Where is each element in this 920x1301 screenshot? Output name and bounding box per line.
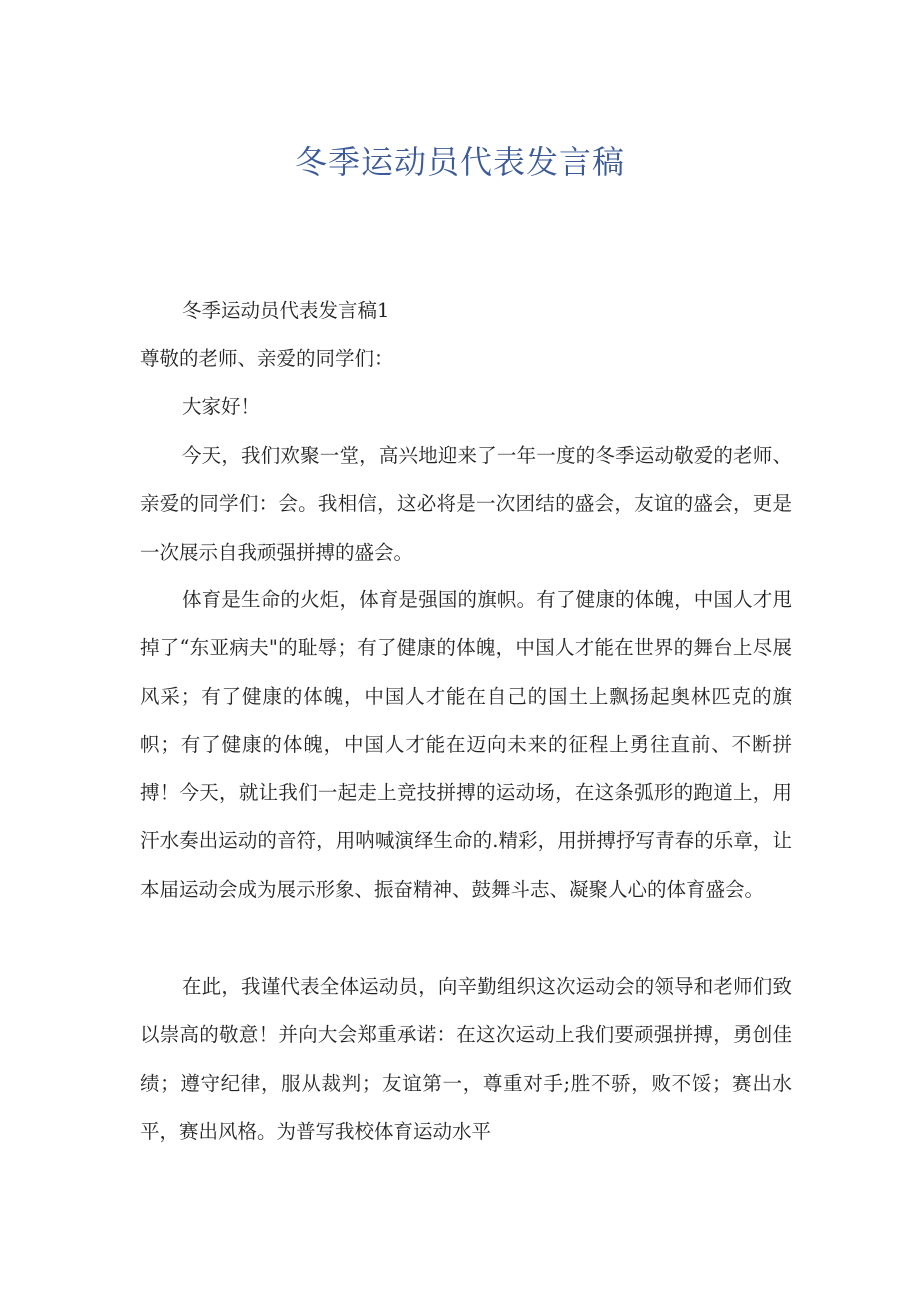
subheading: 冬季运动员代表发言稿1 (182, 299, 390, 322)
paragraph-1: 今天，我们欢聚一堂，高兴地迎来了一年一度的冬季运动敬爱的老师、亲爱的同学们：会。我相信，这必将是一次团结的盛会，友谊的盛会，更是一次展示自我顽强拼搏的盛会。 (140, 444, 792, 564)
greeting: 大家好！ (182, 395, 261, 418)
paragraph-2: 体育是生命的火炬，体育是强国的旗帜。有了健康的体魄，中国人才甩掉了“东亚病夫"的耻辱；有了健康的体魄，中国人才能在世界的舞台上尽展风采；有了健康的体魄，中国人才能在自己的国土上飘扬起奥林匹克的旗帜；有了健康的体魄，中国人才能在迈向未来的征程上勇往直前、不断拼搏！今天，就让我们一起走上竞技拼搏的运动场，在这条弧形的跑道上，用汗水奏出运动的音符，用呐喊演绎生命的.精彩，用拼搏抒写青春的乐章，让本届运动会成为展示形象、振奋精神、鼓舞斗志、凝聚人心的体育盛会。 (140, 588, 792, 901)
document-title: 冬季运动员代表发言稿 (294, 143, 625, 181)
paragraph-3: 在此，我谨代表全体运动员，向辛勤组织这次运动会的领导和老师们致以崇高的敬意！并向大会郑重承诺：在这次运动上我们要顽强拼搏，勇创佳绩；遵守纪律，服从裁判；友谊第一，尊重对手;胜不骄，败不馁；赛出水平，赛出风格。为普写我校体育运动水平 (140, 975, 792, 1143)
salutation: 尊敬的老师、亲爱的同学们： (140, 347, 394, 370)
